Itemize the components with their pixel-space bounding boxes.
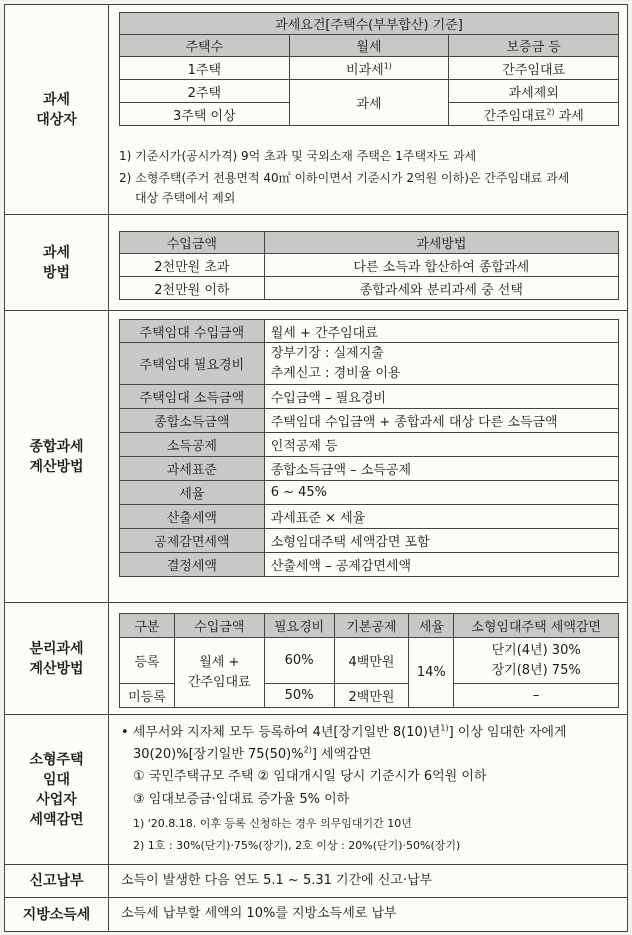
deposit-1: 간주임대료	[449, 57, 619, 80]
comp-key: 세율	[120, 481, 265, 505]
comp-value: 인적공제 등	[264, 433, 618, 457]
label-separate: 분리과세 계산방법	[5, 603, 109, 714]
sep-reduction-reg: 단기(4년) 30% 장기(8년) 75%	[454, 638, 619, 684]
small-rental-note-2: 2) 1호 : 30%(단기)·75%(장기), 2호 이상 : 20%(단기)·50%(장기)	[133, 839, 461, 852]
comp-key: 주택임대 필요경비	[120, 343, 265, 385]
sep-registered: 등록	[120, 638, 175, 684]
deposit-2: 과세제외	[449, 80, 619, 103]
sep-header: 소형임대주택 세액감면	[454, 614, 619, 638]
comp-value: 소형임대주택 세액감면 포함	[264, 529, 618, 553]
local-tax-text: 소득세 납부할 세액의 10%를 지방소득세로 납부	[121, 906, 397, 921]
sep-reduction-unreg: –	[454, 684, 619, 708]
tax-target-title: 과세요건[주택수(부부합산) 기준]	[120, 13, 619, 35]
comp-key: 소득공제	[120, 433, 265, 457]
label-tax-target: 과세 대상자	[5, 5, 109, 214]
section-filing	[5, 865, 627, 898]
label-filing: 신고납부	[5, 865, 109, 897]
small-rental-line-2: 30(20)%[장기일반 75(50)%$^{2)}$] 세액감면	[133, 745, 372, 762]
comp-key: 주택임대 수입금액	[120, 320, 265, 343]
comp-value: 장부기장 : 실제지출 추계신고 : 경비율 이용	[264, 343, 618, 385]
header-income: 수입금액	[120, 232, 265, 254]
houses-2: 2주택	[120, 80, 290, 103]
sep-header: 필요경비	[264, 614, 334, 638]
small-rental-note-1: 1) '20.8.18. 이후 등록 신청하는 경우 의무임대기간 10년	[133, 817, 412, 830]
sep-header: 기본공제	[334, 614, 409, 638]
section-tax-target	[5, 5, 627, 215]
deposit-3: 간주임대료$^{2)}$ 과세	[449, 103, 619, 126]
income-over: 2천만원 초과	[120, 254, 265, 277]
comp-key: 공제감면세액	[120, 529, 265, 553]
rent-1: 비과세$^{1)}$	[289, 57, 449, 80]
sep-rate: 14%	[409, 638, 454, 708]
comp-value: 6 ~ 45%	[264, 481, 618, 505]
rent-merged: 과세	[289, 80, 449, 126]
section-comprehensive	[5, 311, 627, 603]
comp-key: 산출세액	[120, 505, 265, 529]
section-tax-method	[5, 215, 627, 311]
comp-value: 주택임대 수입금액 + 종합과세 대상 다른 소득금액	[264, 409, 618, 433]
comp-value: 종합소득금액 – 소득공제	[264, 457, 618, 481]
sep-unregistered: 미등록	[120, 684, 175, 708]
comp-value: 월세 + 간주임대료	[264, 320, 618, 343]
sep-income: 월세 + 간주임대료	[174, 638, 264, 708]
header-method: 과세방법	[264, 232, 618, 254]
income-under: 2천만원 이하	[120, 277, 265, 300]
comprehensive-table	[119, 319, 619, 577]
houses-3: 3주택 이상	[120, 103, 290, 126]
houses-1: 1주택	[120, 57, 290, 80]
tax-target-table	[119, 12, 619, 126]
small-rental-line-3: ① 국민주택규모 주택 ② 임대개시일 당시 기준시가 6억원 이하	[133, 769, 487, 784]
comp-value: 과세표준 × 세율	[264, 505, 618, 529]
comp-key: 주택임대 소득금액	[120, 385, 265, 409]
sep-exp-unreg: 50%	[264, 684, 334, 708]
filing-text: 소득이 발생한 다음 연도 5.1 ~ 5.31 기간에 신고·납부	[121, 873, 433, 888]
small-rental-line-1: • 세무서와 지자체 모두 등록하여 4년[장기일반 8(10)년$^{1)}$] 이상 임대한 자에게	[121, 723, 567, 740]
sep-header: 수입금액	[174, 614, 264, 638]
section-separate	[5, 603, 627, 715]
tax-target-note-3: 대상 주택에서 제외	[135, 191, 236, 205]
label-tax-method: 과세 방법	[5, 215, 109, 310]
header-rent: 월세	[289, 35, 449, 57]
comp-key: 과세표준	[120, 457, 265, 481]
sep-exp-reg: 60%	[264, 638, 334, 684]
small-rental-line-4: ③ 임대보증금·임대료 증가율 5% 이하	[133, 792, 350, 807]
method-over: 다른 소득과 합산하여 종합과세	[264, 254, 618, 277]
tax-target-note-2: 2) 소형주택(주거 전용면적 40㎡ 이하이면서 기준시가 2억원 이하)은 간주임대료 과세	[119, 171, 570, 185]
comp-value: 산출세액 – 공제감면세액	[264, 553, 618, 577]
comp-value: 수입금액 – 필요경비	[264, 385, 618, 409]
comp-key: 종합소득금액	[120, 409, 265, 433]
sep-header: 세율	[409, 614, 454, 638]
tax-method-table	[119, 231, 619, 300]
label-local-tax: 지방소득세	[5, 898, 109, 931]
section-local-tax	[5, 898, 627, 931]
header-deposit: 보증금 등	[449, 35, 619, 57]
separate-table	[119, 613, 619, 708]
method-under: 종합과세와 분리과세 중 선택	[264, 277, 618, 300]
header-houses: 주택수	[120, 35, 290, 57]
section-small-rental	[5, 715, 627, 865]
label-comprehensive: 종합과세 계산방법	[5, 311, 109, 602]
label-small-rental: 소형주택 임대 사업자 세액감면	[5, 715, 109, 864]
comp-key: 결정세액	[120, 553, 265, 577]
tax-info-table	[4, 4, 628, 932]
tax-target-note-1: 1) 기준시가(공시가격) 9억 초과 및 국외소재 주택은 1주택자도 과세	[119, 149, 477, 163]
sep-ded-reg: 4백만원	[334, 638, 409, 684]
sep-header: 구분	[120, 614, 175, 638]
sep-ded-unreg: 2백만원	[334, 684, 409, 708]
